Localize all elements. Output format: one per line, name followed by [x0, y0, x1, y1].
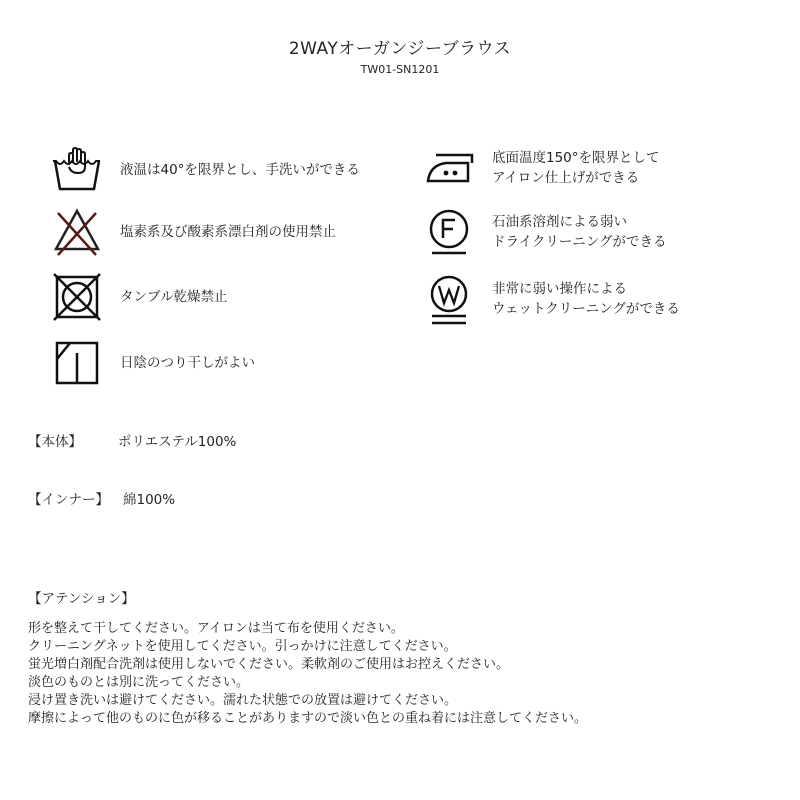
attention-heading: 【アテンション】	[28, 591, 135, 607]
spec-inner-label: 【インナー】	[28, 492, 109, 508]
shade-line-dry-icon	[50, 336, 104, 390]
iron-150-icon	[422, 141, 476, 195]
hand-wash-40-icon	[50, 143, 104, 197]
care-text: 底面温度150°を限界として アイロン仕上げができる	[492, 150, 660, 186]
product-title: 2WAYオーガンジーブラウス	[288, 39, 512, 59]
product-code: TW01-SN1201	[360, 63, 440, 76]
no-tumble-dry-icon	[50, 270, 104, 324]
care-text: 液温は40°を限界とし、手洗いができる	[120, 162, 360, 178]
attention-line: 蛍光増白剤配合洗剤は使用しないでください。柔軟剤のご使用はお控えください。	[28, 657, 510, 672]
care-text: 非常に弱い操作による ウェットクリーニングができる	[492, 281, 680, 317]
wet-clean-very-gentle-icon	[422, 272, 476, 326]
attention-list	[28, 620, 587, 728]
spec-body	[28, 430, 237, 450]
care-text: 石油系溶剤による弱い ドライクリーニングができる	[492, 214, 667, 250]
care-text: タンブル乾燥禁止	[120, 289, 228, 305]
care-item-no-tumble-dry	[50, 270, 227, 324]
attention-line: 摩擦によって他のものに色が移ることがありますので淡い色との重ね着には注意してください。	[28, 711, 588, 726]
care-item-hand-wash	[50, 143, 360, 197]
attention-line: クリーニングネットを使用してください。引っかけに注意してください。	[28, 639, 457, 654]
care-text: 日陰のつり干しがよい	[120, 355, 255, 371]
dry-clean-f-icon	[422, 205, 476, 259]
spec-body-value: ポリエステル100%	[118, 434, 237, 450]
spec-inner	[28, 488, 176, 508]
care-item-no-bleach	[50, 205, 336, 259]
attention-line: 浸け置き洗いは避けてください。濡れた状態での放置は避けてください。	[28, 693, 458, 708]
attention-line: 形を整えて干してください。アイロンは当て布を使用ください。	[28, 621, 404, 636]
attention-line: 淡色のものとは別に洗ってください。	[28, 675, 250, 690]
care-item-shade-dry	[50, 336, 255, 390]
care-text: 塩素系及び酸素系漂白剤の使用禁止	[120, 224, 336, 240]
care-item-dry-clean	[422, 205, 667, 259]
spec-body-label: 【本体】	[28, 434, 82, 450]
care-item-iron	[422, 141, 660, 195]
care-item-wet-clean	[422, 272, 680, 326]
no-bleach-icon	[50, 205, 104, 259]
spec-inner-value: 綿100%	[123, 492, 176, 508]
